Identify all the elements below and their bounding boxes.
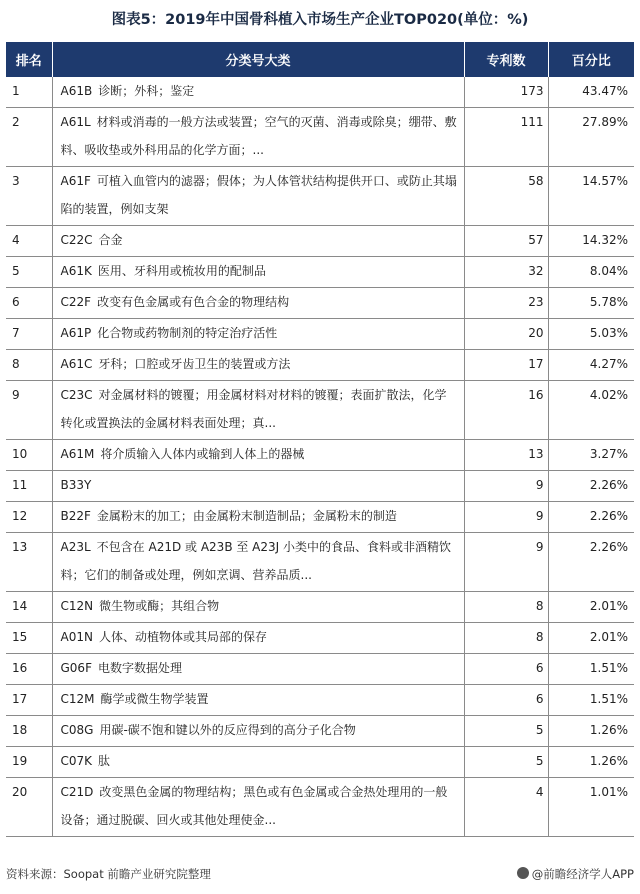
pct-cell: 43.47% bbox=[548, 77, 634, 108]
rank-cell: 17 bbox=[6, 685, 52, 716]
table-row bbox=[6, 685, 634, 716]
table-row bbox=[6, 716, 634, 747]
class-description: 材料或消毒的一般方法或装置；空气的灭菌、消毒或除臭；绷带、敷料、吸收垫或外科用品的化学方面；... bbox=[60, 115, 457, 157]
rank-cell: 7 bbox=[6, 319, 52, 350]
count-cell: 9 bbox=[464, 471, 548, 502]
class-cell bbox=[52, 623, 464, 654]
rank-cell: 8 bbox=[6, 350, 52, 381]
class-description: 医用、牙科用或梳妆用的配制品 bbox=[97, 264, 266, 278]
rank-cell: 1 bbox=[6, 77, 52, 108]
pct-cell: 4.02% bbox=[548, 381, 634, 440]
class-cell bbox=[52, 226, 464, 257]
class-description: 可植入血管内的滤器；假体；为人体管状结构提供开口、或防止其塌陷的装置，例如支架 bbox=[60, 174, 457, 216]
rank-cell: 4 bbox=[6, 226, 52, 257]
pct-cell: 1.51% bbox=[548, 685, 634, 716]
class-code: A61M bbox=[60, 447, 95, 461]
brand-logo-icon bbox=[517, 867, 529, 879]
class-code: C07K bbox=[60, 754, 93, 768]
pct-cell: 5.03% bbox=[548, 319, 634, 350]
table-row bbox=[6, 440, 634, 471]
rank-cell: 20 bbox=[6, 778, 52, 837]
class-description: 改变有色金属或有色合金的物理结构 bbox=[97, 295, 290, 309]
rank-cell: 3 bbox=[6, 167, 52, 226]
class-code: A23L bbox=[60, 540, 91, 554]
class-description: 用碳-碳不饱和键以外的反应得到的高分子化合物 bbox=[99, 723, 356, 737]
class-cell bbox=[52, 350, 464, 381]
class-cell bbox=[52, 685, 464, 716]
class-code: G06F bbox=[60, 661, 92, 675]
pct-cell: 5.78% bbox=[548, 288, 634, 319]
class-code: B33Y bbox=[60, 478, 92, 492]
class-cell bbox=[52, 167, 464, 226]
rank-cell: 15 bbox=[6, 623, 52, 654]
count-cell: 173 bbox=[464, 77, 548, 108]
class-description: 牙科；口腔或牙齿卫生的装置或方法 bbox=[98, 357, 291, 371]
class-description: 人体、动植物体或其局部的保存 bbox=[98, 630, 267, 644]
pct-cell: 27.89% bbox=[548, 108, 634, 167]
table-row bbox=[6, 350, 634, 381]
pct-cell: 1.26% bbox=[548, 747, 634, 778]
class-code: A61F bbox=[60, 174, 91, 188]
count-cell: 32 bbox=[464, 257, 548, 288]
pct-cell: 1.51% bbox=[548, 654, 634, 685]
table-row bbox=[6, 623, 634, 654]
class-cell bbox=[52, 654, 464, 685]
class-description: 对金属材料的镀覆；用金属材料对材料的镀覆；表面扩散法，化学转化或置换法的金属材料表面处理；真... bbox=[60, 388, 447, 430]
rank-cell: 19 bbox=[6, 747, 52, 778]
class-description: 电数字数据处理 bbox=[97, 661, 182, 675]
rank-cell: 12 bbox=[6, 502, 52, 533]
class-cell bbox=[52, 716, 464, 747]
class-code: C22F bbox=[60, 295, 92, 309]
pct-cell: 2.26% bbox=[548, 502, 634, 533]
table-row bbox=[6, 471, 634, 502]
class-code: A01N bbox=[60, 630, 93, 644]
count-cell: 8 bbox=[464, 592, 548, 623]
class-code: C21D bbox=[60, 785, 94, 799]
table-row bbox=[6, 533, 634, 592]
table-row bbox=[6, 288, 634, 319]
class-cell bbox=[52, 108, 464, 167]
rank-cell: 11 bbox=[6, 471, 52, 502]
rank-cell: 5 bbox=[6, 257, 52, 288]
pct-cell: 8.04% bbox=[548, 257, 634, 288]
class-cell bbox=[52, 257, 464, 288]
patent-table bbox=[6, 42, 634, 837]
class-description: 酶学或微生物学装置 bbox=[100, 692, 209, 706]
rank-cell: 18 bbox=[6, 716, 52, 747]
class-code: C23C bbox=[60, 388, 93, 402]
class-cell bbox=[52, 592, 464, 623]
table-row bbox=[6, 654, 634, 685]
class-code: A61L bbox=[60, 115, 91, 129]
rank-cell: 10 bbox=[6, 440, 52, 471]
class-cell bbox=[52, 747, 464, 778]
class-cell bbox=[52, 319, 464, 350]
count-cell: 20 bbox=[464, 319, 548, 350]
table-row bbox=[6, 257, 634, 288]
class-description: 合金 bbox=[98, 233, 123, 247]
class-code: C22C bbox=[60, 233, 93, 247]
table-row bbox=[6, 502, 634, 533]
class-description: 金属粉末的加工；由金属粉末制造制品；金属粉末的制造 bbox=[96, 509, 397, 523]
class-code: A61B bbox=[60, 84, 93, 98]
class-code: C12N bbox=[60, 599, 94, 613]
pct-cell: 14.57% bbox=[548, 167, 634, 226]
count-cell: 9 bbox=[464, 533, 548, 592]
rank-cell: 2 bbox=[6, 108, 52, 167]
table-row bbox=[6, 319, 634, 350]
pct-cell: 1.26% bbox=[548, 716, 634, 747]
table-row bbox=[6, 747, 634, 778]
class-cell bbox=[52, 778, 464, 837]
table-row bbox=[6, 167, 634, 226]
class-description: 将介质输入人体内或输到人体上的器械 bbox=[100, 447, 305, 461]
table-row bbox=[6, 77, 634, 108]
class-cell bbox=[52, 440, 464, 471]
count-cell: 9 bbox=[464, 502, 548, 533]
class-description: 化合物或药物制剂的特定治疗活性 bbox=[97, 326, 278, 340]
pct-cell: 2.01% bbox=[548, 592, 634, 623]
header-count: 专利数 bbox=[464, 42, 548, 77]
rank-cell: 9 bbox=[6, 381, 52, 440]
count-cell: 4 bbox=[464, 778, 548, 837]
class-code: B22F bbox=[60, 509, 91, 523]
table-row bbox=[6, 108, 634, 167]
class-cell bbox=[52, 288, 464, 319]
table-body bbox=[6, 77, 634, 837]
count-cell: 17 bbox=[464, 350, 548, 381]
rank-cell: 6 bbox=[6, 288, 52, 319]
source-note: 资料来源：Soopat 前瞻产业研究院整理 bbox=[6, 867, 211, 881]
pct-cell: 4.27% bbox=[548, 350, 634, 381]
chart-title: 图表5：2019年中国骨科植入市场生产企业TOP020(单位：%) bbox=[111, 12, 529, 28]
class-cell bbox=[52, 381, 464, 440]
class-code: C12M bbox=[60, 692, 95, 706]
rank-cell: 14 bbox=[6, 592, 52, 623]
count-cell: 5 bbox=[464, 747, 548, 778]
pct-cell: 3.27% bbox=[548, 440, 634, 471]
patent-table-container bbox=[6, 42, 634, 837]
brand-label: @前瞻经济学人APP bbox=[531, 867, 634, 881]
rank-cell: 13 bbox=[6, 533, 52, 592]
class-description: 不包含在 A21D 或 A23B 至 A23J 小类中的食品、食料或非酒精饮料；它们的制备或处理，例如烹调、营养品质... bbox=[60, 540, 452, 582]
table-header-row bbox=[6, 42, 634, 77]
pct-cell: 2.26% bbox=[548, 533, 634, 592]
count-cell: 57 bbox=[464, 226, 548, 257]
class-code: A61P bbox=[60, 326, 92, 340]
class-cell bbox=[52, 77, 464, 108]
class-code: A61C bbox=[60, 357, 93, 371]
count-cell: 23 bbox=[464, 288, 548, 319]
table-row bbox=[6, 381, 634, 440]
pct-cell: 2.01% bbox=[548, 623, 634, 654]
header-class: 分类号大类 bbox=[52, 42, 464, 77]
pct-cell: 1.01% bbox=[548, 778, 634, 837]
table-row bbox=[6, 226, 634, 257]
pct-cell: 2.26% bbox=[548, 471, 634, 502]
rank-cell: 16 bbox=[6, 654, 52, 685]
header-rank: 排名 bbox=[6, 42, 52, 77]
count-cell: 111 bbox=[464, 108, 548, 167]
header-pct: 百分比 bbox=[548, 42, 634, 77]
count-cell: 5 bbox=[464, 716, 548, 747]
class-cell bbox=[52, 471, 464, 502]
count-cell: 16 bbox=[464, 381, 548, 440]
count-cell: 6 bbox=[464, 685, 548, 716]
count-cell: 13 bbox=[464, 440, 548, 471]
count-cell: 6 bbox=[464, 654, 548, 685]
table-row bbox=[6, 592, 634, 623]
class-description: 改变黑色金属的物理结构；黑色或有色金属或合金热处理用的一般设备；通过脱碳、回火或其他处理使金... bbox=[60, 785, 448, 827]
class-description: 微生物或酶；其组合物 bbox=[99, 599, 220, 613]
class-code: A61K bbox=[60, 264, 92, 278]
count-cell: 8 bbox=[464, 623, 548, 654]
class-code: C08G bbox=[60, 723, 94, 737]
pct-cell: 14.32% bbox=[548, 226, 634, 257]
class-cell bbox=[52, 502, 464, 533]
class-cell bbox=[52, 533, 464, 592]
table-row bbox=[6, 778, 634, 837]
brand-credit bbox=[517, 866, 634, 882]
count-cell: 58 bbox=[464, 167, 548, 226]
class-description: 肽 bbox=[98, 754, 111, 768]
footer bbox=[6, 866, 634, 882]
class-description: 诊断；外科；鉴定 bbox=[98, 84, 195, 98]
